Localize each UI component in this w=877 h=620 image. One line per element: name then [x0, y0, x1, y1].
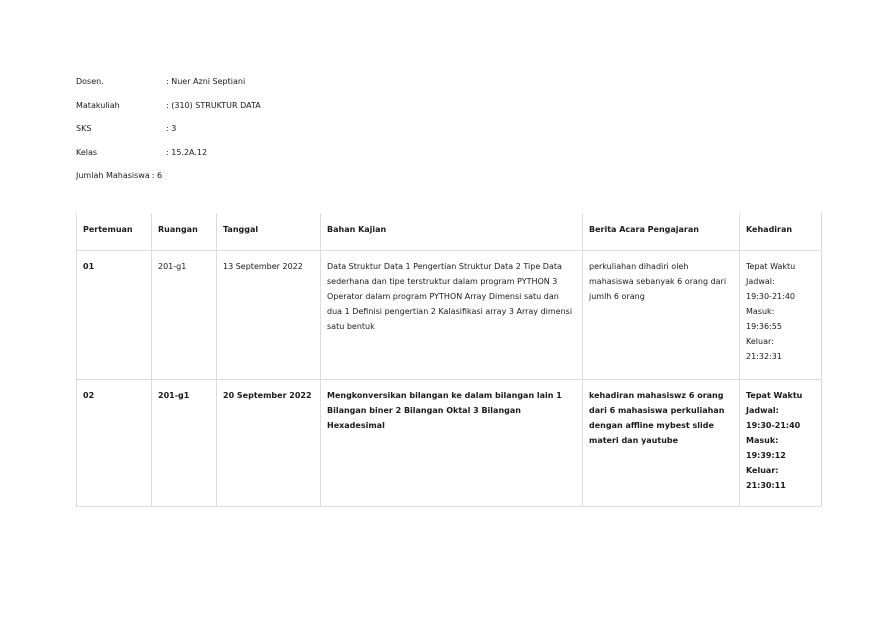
jumlah-label: Jumlah Mahasiswa — [76, 171, 150, 180]
header-bahan-kajian: Bahan Kajian — [321, 213, 583, 251]
matakuliah-label: Matakuliah — [76, 100, 120, 110]
info-row-matakuliah — [76, 100, 261, 124]
header-pertemuan: Pertemuan — [77, 213, 152, 251]
attendance-table — [76, 213, 822, 507]
info-row-sks — [76, 123, 177, 147]
jadwal-label: Jadwal: — [746, 277, 775, 286]
dosen-value: : Nuer Azni Septiani — [166, 77, 246, 86]
header-ruangan: Ruangan — [152, 213, 217, 251]
cell-pertemuan: 02 — [77, 380, 152, 507]
table-row — [77, 251, 822, 380]
cell-tanggal: 20 September 2022 — [217, 380, 321, 507]
matakuliah-value: : (310) STRUKTUR DATA — [166, 100, 261, 110]
cell-ruangan: 201-g1 — [152, 251, 217, 380]
kelas-label: Kelas — [76, 147, 98, 157]
keluar-label: Keluar: — [746, 337, 774, 346]
cell-bahan-kajian: Data Struktur Data 1 Pengertian Struktur Data 2 Tipe Data sederhana dan tipe terstruktur dalam program PYTHON 3 Operator dalam program PYTHON Array Dimensi satu dan dua 1 Definisi pengertian 2 Kalasifikasi array 3 Array dimensi satu bentuk — [321, 251, 583, 380]
jadwal-value: 19:30-21:40 — [746, 421, 801, 430]
cell-bahan-kajian: Mengkonversikan bilangan ke dalam bilangan lain 1 Bilangan biner 2 Bilangan Oktal 3 Bilangan Hexadesimal — [321, 380, 583, 507]
header-kehadiran: Kehadiran — [740, 213, 822, 251]
header-tanggal: Tanggal — [217, 213, 321, 251]
masuk-label: Masuk: — [746, 307, 775, 316]
cell-kehadiran — [740, 251, 822, 380]
cell-pertemuan: 01 — [77, 251, 152, 380]
info-row-kelas — [76, 147, 208, 171]
cell-ruangan: 201-g1 — [152, 380, 217, 507]
info-row-jumlah — [76, 170, 162, 194]
sks-value: : 3 — [166, 124, 177, 133]
cell-berita-acara: perkuliahan dihadiri oleh mahasiswa sebanyak 6 orang dari jumlh 6 orang — [583, 251, 740, 380]
jumlah-value: : 6 — [151, 171, 163, 180]
course-info — [76, 76, 261, 194]
jadwal-label: Jadwal: — [746, 406, 779, 415]
table-row — [77, 380, 822, 507]
cell-berita-acara: kehadiran mahasiswz 6 orang dari 6 mahasiswa perkuliahan dengan affline mybest slide materi dan yautube — [583, 380, 740, 507]
cell-tanggal: 13 September 2022 — [217, 251, 321, 380]
header-berita-acara: Berita Acara Pengajaran — [583, 213, 740, 251]
sks-label: SKS — [76, 124, 92, 133]
table-header-row — [77, 213, 822, 251]
jadwal-value: 19:30-21:40 — [746, 292, 795, 301]
keluar-value: 21:30:11 — [746, 481, 786, 490]
kehadiran-status: Tepat Waktu — [746, 262, 796, 271]
kelas-value: : 15.2A.12 — [166, 147, 208, 157]
dosen-label: Dosen. — [76, 77, 104, 86]
kehadiran-status: Tepat Waktu — [746, 391, 803, 400]
masuk-value: 19:36:55 — [746, 322, 782, 331]
masuk-value: 19:39:12 — [746, 451, 786, 460]
cell-kehadiran — [740, 380, 822, 507]
keluar-label: Keluar: — [746, 466, 779, 475]
info-row-dosen — [76, 76, 246, 100]
masuk-label: Masuk: — [746, 436, 779, 445]
keluar-value: 21:32:31 — [746, 352, 782, 361]
